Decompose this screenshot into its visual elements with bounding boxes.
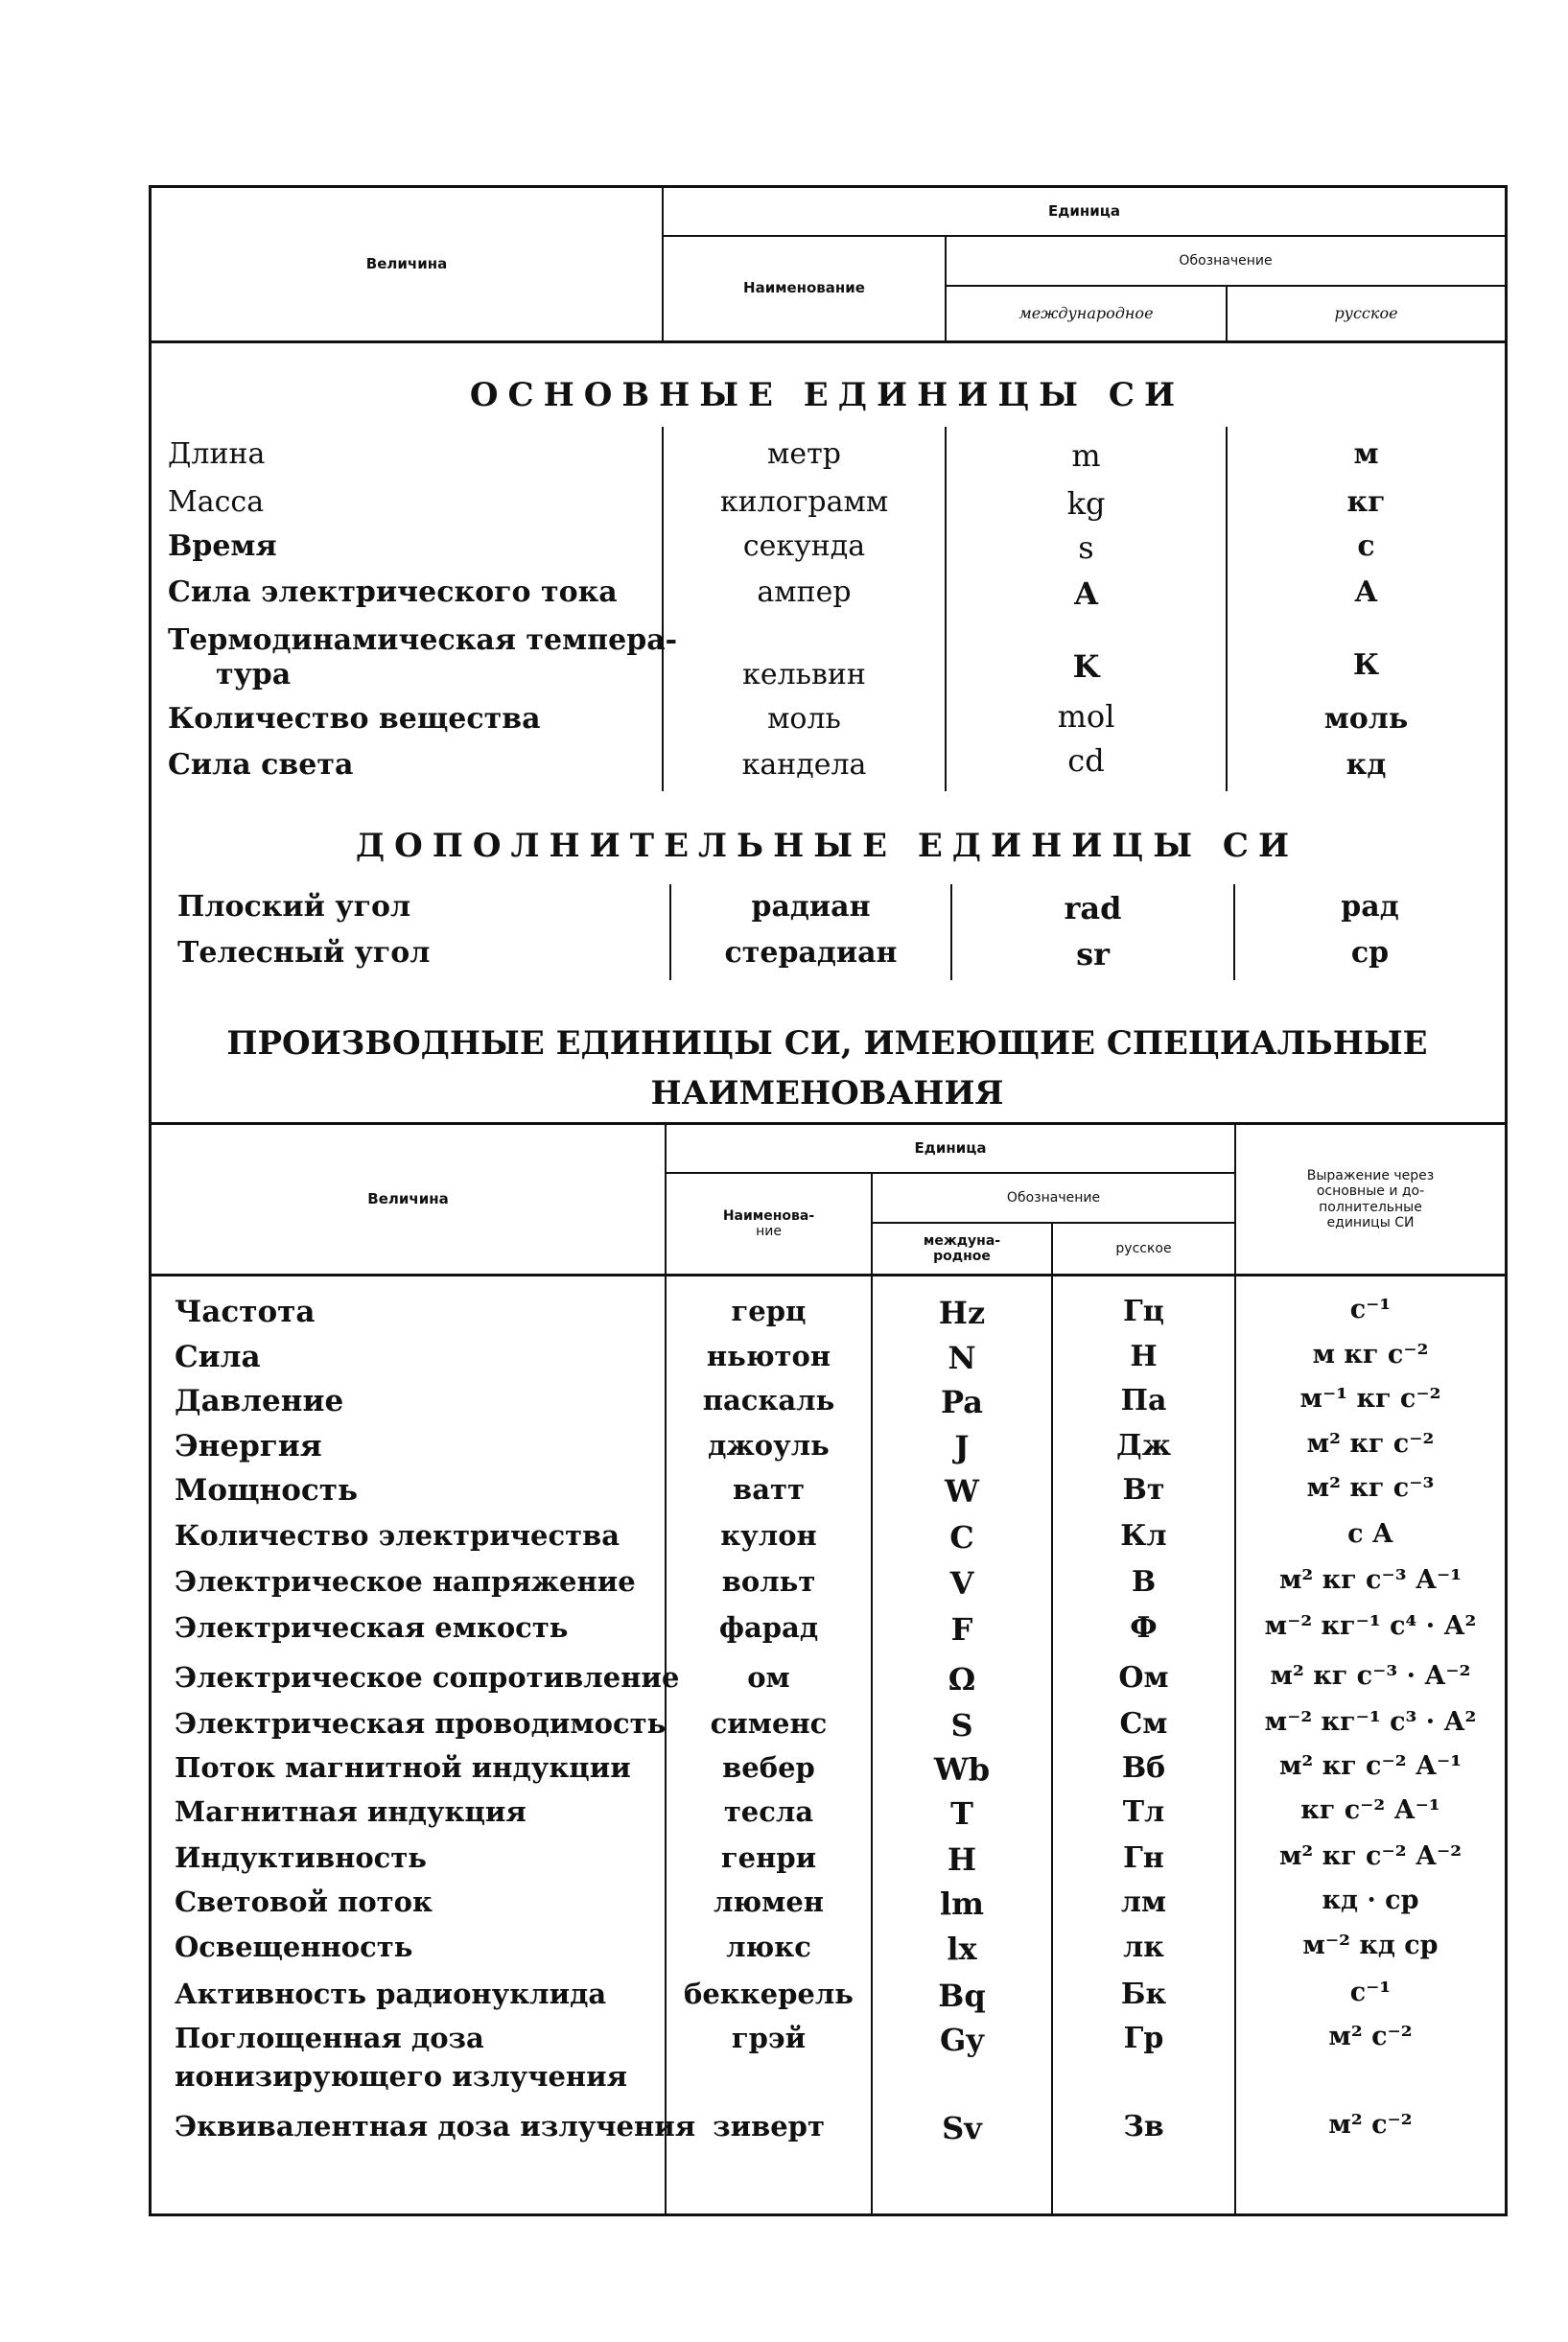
unit-name: зиверт xyxy=(713,2110,825,2143)
quantity-name: Освещенность xyxy=(175,1931,413,1963)
derived-header-expr-l3: полнительные xyxy=(1319,1199,1422,1215)
rus-symbol: Ом xyxy=(1118,1661,1169,1695)
rus-symbol: Бк xyxy=(1120,1978,1167,2011)
si-expression: м⁻² кд ср xyxy=(1302,1931,1439,1960)
header-designation: Обозначение xyxy=(1179,252,1273,269)
rus-symbol: В xyxy=(1131,1565,1157,1599)
derived-header-expr-l2: основные и до- xyxy=(1316,1183,1425,1200)
quantity-name: Сила электрического тока xyxy=(168,575,618,609)
int-symbol: N xyxy=(948,1340,976,1376)
derived-header-name-l2: ние xyxy=(756,1224,782,1239)
unit-name: кулон xyxy=(720,1519,817,1552)
rus-symbol: Н xyxy=(1130,1340,1158,1373)
rus-symbol: А xyxy=(1354,575,1378,609)
derived-header-designation: Обозначение xyxy=(1006,1189,1101,1206)
int-symbol: kg xyxy=(1066,485,1106,522)
derived-header-expr-l1: Выражение через xyxy=(1306,1168,1435,1184)
header-quantity: Величина xyxy=(365,254,448,272)
unit-name: люкс xyxy=(726,1931,811,1963)
quantity-name: Давление xyxy=(175,1384,344,1418)
unit-name: тесла xyxy=(723,1795,814,1828)
int-symbol: Bq xyxy=(938,1978,986,2014)
rus-symbol: ср xyxy=(1350,936,1390,970)
rus-symbol: Вт xyxy=(1122,1473,1165,1507)
quantity-name: Поток магнитной индукции xyxy=(175,1751,631,1784)
quantity-name: Сила света xyxy=(168,748,354,782)
quantity-name-cont: тура xyxy=(216,658,292,691)
derived-header-expression xyxy=(1236,1125,1505,1274)
int-symbol: V xyxy=(949,1565,974,1602)
si-expression: м² кг с⁻² xyxy=(1306,1429,1435,1459)
quantity-name: Телесный угол xyxy=(177,936,431,970)
quantity-name: Термодинамическая темпера- xyxy=(168,623,678,657)
si-expression: м⁻¹ кг с⁻² xyxy=(1299,1384,1441,1414)
unit-name: кандела xyxy=(741,748,867,782)
si-expression: м² кг с⁻² А⁻¹ xyxy=(1278,1751,1463,1781)
unit-name: вебер xyxy=(722,1751,815,1784)
int-symbol: F xyxy=(950,1611,973,1648)
quantity-name: Электрическое сопротивление xyxy=(175,1661,680,1694)
section-title-supplementary: ДОПОЛНИТЕЛЬНЫЕ ЕДИНИЦЫ СИ xyxy=(355,827,1299,865)
unit-name: генри xyxy=(720,1841,817,1874)
int-symbol: Wb xyxy=(933,1751,991,1788)
quantity-name: Поглощенная доза xyxy=(175,2022,484,2054)
unit-name: моль xyxy=(767,702,841,736)
int-symbol: s xyxy=(1078,529,1094,566)
unit-name: ампер xyxy=(757,575,852,609)
header-international: международное xyxy=(1018,303,1154,322)
derived-header-int-l1: междуна- xyxy=(923,1232,1001,1249)
unit-name: ом xyxy=(747,1661,790,1694)
unit-name: вольт xyxy=(721,1565,816,1598)
section-title-derived xyxy=(149,1019,1506,1118)
int-symbol: rad xyxy=(1064,890,1122,926)
rus-symbol: Вб xyxy=(1121,1751,1166,1785)
int-symbol: K xyxy=(1072,648,1100,685)
unit-name: сименс xyxy=(710,1707,828,1740)
rus-symbol: Зв xyxy=(1123,2110,1164,2143)
rus-symbol: моль xyxy=(1323,702,1409,736)
unit-name: фарад xyxy=(718,1611,819,1644)
quantity-name: Мощность xyxy=(175,1473,359,1508)
unit-name: люмен xyxy=(713,1885,825,1918)
header-russian: русское xyxy=(1334,303,1398,322)
si-expression: с А xyxy=(1347,1519,1393,1549)
quantity-name: Плоский угол xyxy=(177,890,411,924)
int-symbol: S xyxy=(950,1707,973,1744)
header-unit: Единица xyxy=(1048,201,1120,220)
quantity-name: Количество электричества xyxy=(175,1519,620,1552)
rus-symbol: Тл xyxy=(1122,1795,1165,1829)
si-expression: м⁻² кг⁻¹ с⁴ · А² xyxy=(1264,1611,1477,1641)
quantity-name: Электрическая емкость xyxy=(175,1611,569,1644)
int-symbol: Pa xyxy=(941,1384,983,1420)
si-expression: м⁻² кг⁻¹ с³ · А² xyxy=(1264,1707,1477,1737)
rus-symbol: Гн xyxy=(1123,1841,1164,1875)
unit-name: кельвин xyxy=(742,658,866,691)
int-symbol: A xyxy=(1074,575,1098,612)
quantity-name: Длина xyxy=(168,437,266,471)
rus-symbol: кд xyxy=(1346,748,1387,782)
derived-header-russian: русское xyxy=(1115,1240,1172,1256)
si-expression: с⁻¹ xyxy=(1349,1978,1392,2007)
section-title-derived-line2: НАИМЕНОВАНИЯ xyxy=(650,1074,1004,1112)
rus-symbol: Гр xyxy=(1123,2022,1164,2055)
si-expression: кд · ср xyxy=(1322,1885,1419,1915)
quantity-name: Активность радионуклида xyxy=(175,1978,607,2010)
quantity-name: Индуктивность xyxy=(175,1841,427,1874)
unit-name: ньютон xyxy=(706,1340,831,1372)
int-symbol: Sv xyxy=(942,2110,982,2146)
rus-symbol: Дж xyxy=(1116,1429,1171,1463)
si-expression: м кг с⁻² xyxy=(1312,1340,1429,1370)
quantity-name: Электрическое напряжение xyxy=(175,1565,636,1598)
unit-name: ватт xyxy=(733,1473,805,1506)
quantity-name: Количество вещества xyxy=(168,702,541,736)
int-symbol: W xyxy=(945,1473,979,1510)
rus-symbol: лк xyxy=(1123,1931,1164,1964)
int-symbol: H xyxy=(947,1841,977,1878)
rus-symbol: лм xyxy=(1120,1885,1167,1919)
quantity-name: Энергия xyxy=(175,1429,322,1464)
unit-name: стерадиан xyxy=(724,936,898,970)
quantity-name: Сила xyxy=(175,1340,261,1374)
quantity-name: Время xyxy=(168,529,277,563)
unit-name: секунда xyxy=(742,529,866,563)
rus-symbol: кг xyxy=(1346,485,1386,519)
int-symbol: cd xyxy=(1067,742,1105,779)
derived-header-name-l1: Наименова- xyxy=(722,1207,815,1224)
unit-name: радиан xyxy=(751,890,871,924)
int-symbol: lm xyxy=(939,1885,984,1922)
int-symbol: sr xyxy=(1076,936,1110,972)
quantity-name: Магнитная индукция xyxy=(175,1795,527,1828)
quantity-name: Частота xyxy=(175,1295,316,1329)
quantity-name: Масса xyxy=(168,485,265,519)
int-symbol: mol xyxy=(1057,698,1115,735)
section-title-base: ОСНОВНЫЕ ЕДИНИЦЫ СИ xyxy=(469,376,1185,414)
quantity-name: Световой поток xyxy=(175,1885,433,1918)
int-symbol: T xyxy=(950,1795,973,1832)
rus-symbol: рад xyxy=(1341,890,1399,924)
unit-name: грэй xyxy=(731,2022,807,2054)
int-symbol: Gy xyxy=(940,2022,984,2058)
rus-symbol: См xyxy=(1119,1707,1168,1741)
unit-name: герц xyxy=(731,1295,807,1327)
si-expression: м² с⁻² xyxy=(1328,2022,1413,2051)
derived-header-int-l2: родное xyxy=(933,1249,991,1264)
derived-header-name xyxy=(667,1174,871,1274)
unit-name: килограмм xyxy=(719,485,889,519)
int-symbol: J xyxy=(954,1429,970,1465)
section-title-derived-line1: ПРОИЗВОДНЫЕ ЕДИНИЦЫ СИ, ИМЕЮЩИЕ СПЕЦИАЛЬНЫЕ xyxy=(226,1024,1428,1063)
unit-name: джоуль xyxy=(708,1429,830,1462)
rus-symbol: с xyxy=(1357,529,1375,563)
derived-header-int xyxy=(873,1224,1051,1274)
int-symbol: Hz xyxy=(938,1295,986,1331)
derived-header-expr-l4: единицы СИ xyxy=(1326,1214,1415,1230)
derived-header-unit: Единица xyxy=(914,1138,987,1157)
rus-symbol: Па xyxy=(1120,1384,1167,1417)
unit-name: беккерель xyxy=(684,1978,854,2010)
int-symbol: Ω xyxy=(948,1661,976,1698)
si-expression: м² кг с⁻³ xyxy=(1306,1473,1435,1503)
si-expression: м² кг с⁻³ А⁻¹ xyxy=(1278,1565,1463,1595)
int-symbol: m xyxy=(1071,437,1101,474)
quantity-name: Эквивалентная доза излучения xyxy=(175,2110,696,2143)
rus-symbol: Кл xyxy=(1120,1519,1167,1553)
quantity-name: Электрическая проводимость xyxy=(175,1707,667,1740)
header-name: Наименование xyxy=(743,279,865,297)
rus-symbol: Ф xyxy=(1130,1611,1158,1645)
unit-name: метр xyxy=(767,437,841,471)
unit-name: паскаль xyxy=(702,1384,835,1417)
rus-symbol: Гц xyxy=(1123,1295,1164,1328)
si-expression: м² кг с⁻³ · А⁻² xyxy=(1270,1661,1471,1691)
int-symbol: lx xyxy=(947,1931,977,1967)
rus-symbol: м xyxy=(1353,437,1379,471)
si-expression: м² кг с⁻² А⁻² xyxy=(1278,1841,1463,1871)
si-expression: кг с⁻² А⁻¹ xyxy=(1300,1795,1440,1825)
int-symbol: C xyxy=(949,1519,974,1556)
si-expression: м² с⁻² xyxy=(1328,2110,1413,2140)
quantity-name-cont: ионизирующего излучения xyxy=(175,2060,628,2093)
rus-symbol: К xyxy=(1352,648,1380,682)
si-expression: с⁻¹ xyxy=(1349,1295,1392,1324)
derived-header-quantity: Величина xyxy=(367,1189,449,1207)
